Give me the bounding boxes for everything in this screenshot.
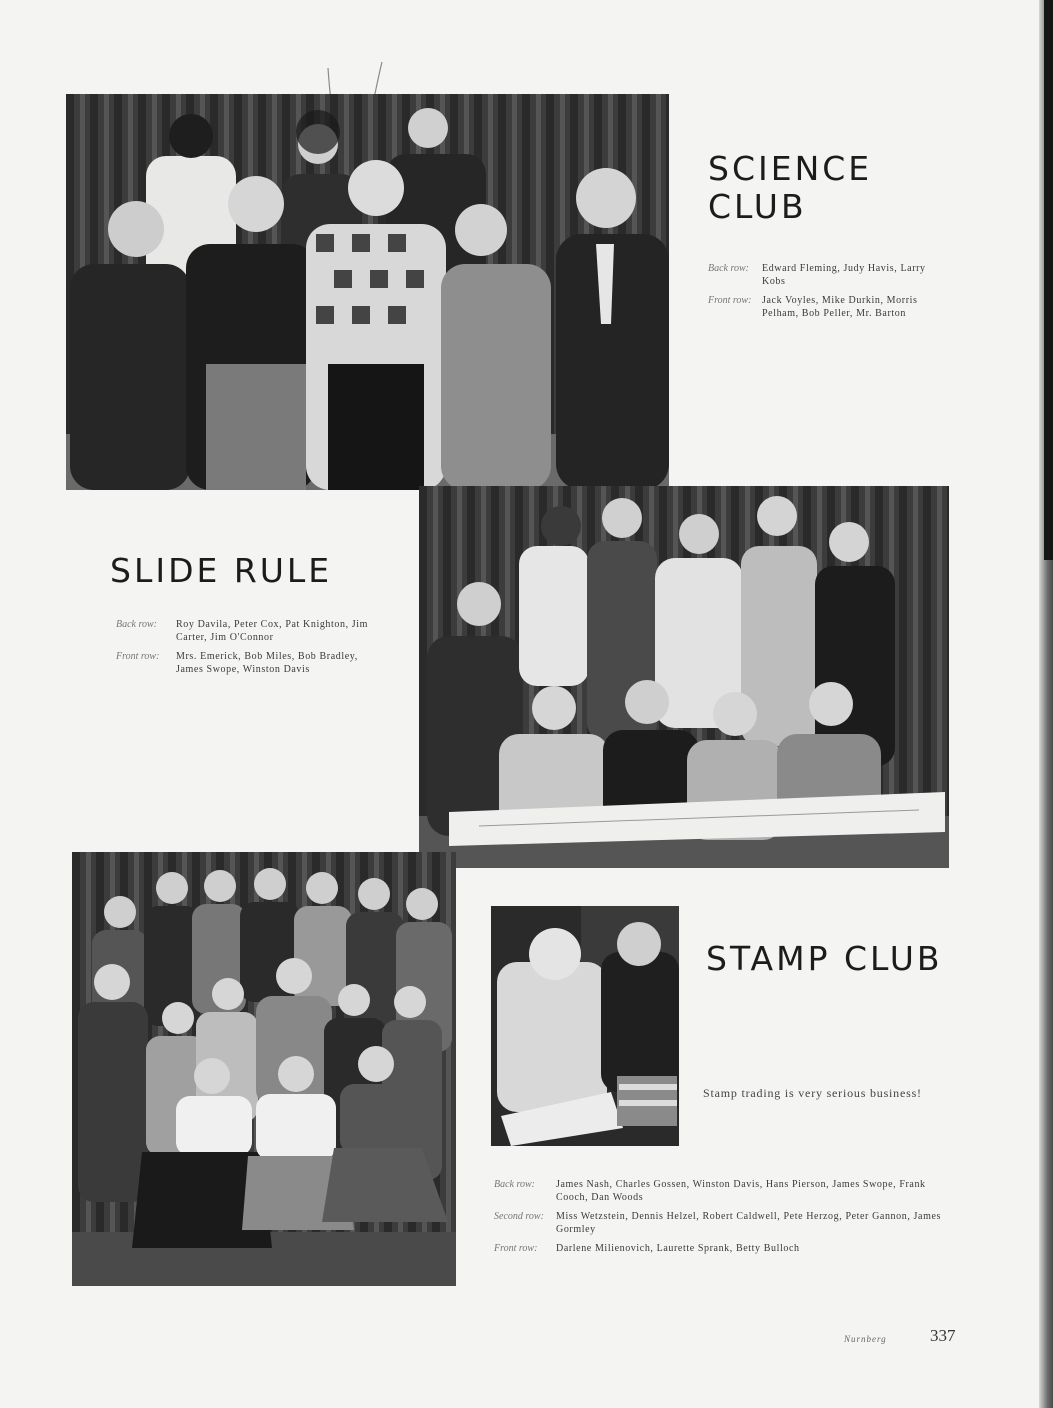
page-edge-shadow xyxy=(1044,0,1053,560)
roster-row-front xyxy=(708,294,948,320)
slide-rule-title-text: SLIDE RULE xyxy=(110,551,333,590)
roster-row-back xyxy=(116,618,386,644)
roster-names: Darlene Milienovich, Laurette Sprank, Betty Bulloch xyxy=(556,1243,800,1254)
slide-rule-photo xyxy=(419,486,949,868)
roster-label: Second row: xyxy=(494,1211,544,1222)
slide-rule-roster xyxy=(116,618,386,682)
roster-label: Front row: xyxy=(116,651,160,662)
roster-label: Back row: xyxy=(708,263,750,274)
roster-names: Jack Voyles, Mike Durkin, Morris Pelham, Bob Peller, Mr. Barton xyxy=(762,295,918,319)
roster-names: Mrs. Emerick, Bob Miles, Bob Bradley, James Swope, Winston Davis xyxy=(176,651,358,675)
stamp-club-title-text: STAMP CLUB xyxy=(706,939,943,978)
roster-row-back xyxy=(494,1178,960,1204)
science-club-title xyxy=(708,150,872,226)
roster-row-back xyxy=(708,262,948,288)
stamp-club-title xyxy=(706,940,943,978)
roster-row-front xyxy=(494,1242,960,1255)
roster-label: Front row: xyxy=(494,1243,538,1254)
roster-names: Roy Davila, Peter Cox, Pat Knighton, Jim Carter, Jim O'Connor xyxy=(176,619,369,643)
science-club-title-line1: SCIENCE xyxy=(708,149,873,188)
science-club-title-line2: CLUB xyxy=(708,186,807,226)
roster-label: Back row: xyxy=(116,619,158,630)
slide-rule-title xyxy=(110,552,332,590)
stamp-club-candid-photo xyxy=(491,906,679,1146)
folio-title: Nurnberg xyxy=(844,1334,887,1344)
page-number: 337 xyxy=(930,1326,956,1345)
stamp-club-caption: Stamp trading is very serious business! xyxy=(703,1086,922,1100)
science-club-photo xyxy=(66,94,669,490)
roster-names: Edward Fleming, Judy Havis, Larry Kobs xyxy=(762,263,926,287)
roster-names: Miss Wetzstein, Dennis Helzel, Robert Caldwell, Pete Herzog, Peter Gannon, James Gormley xyxy=(556,1211,941,1235)
stamp-club-roster xyxy=(494,1178,960,1261)
stamp-club-group-photo xyxy=(72,852,456,1286)
roster-row-front xyxy=(116,650,386,676)
roster-label: Front row: xyxy=(708,295,752,306)
roster-row-second xyxy=(494,1210,960,1236)
roster-label: Back row: xyxy=(494,1179,536,1190)
science-club-roster xyxy=(708,262,948,326)
roster-names: James Nash, Charles Gossen, Winston Davis, Hans Pierson, James Swope, Frank Cooch, Dan Woods xyxy=(556,1179,926,1203)
